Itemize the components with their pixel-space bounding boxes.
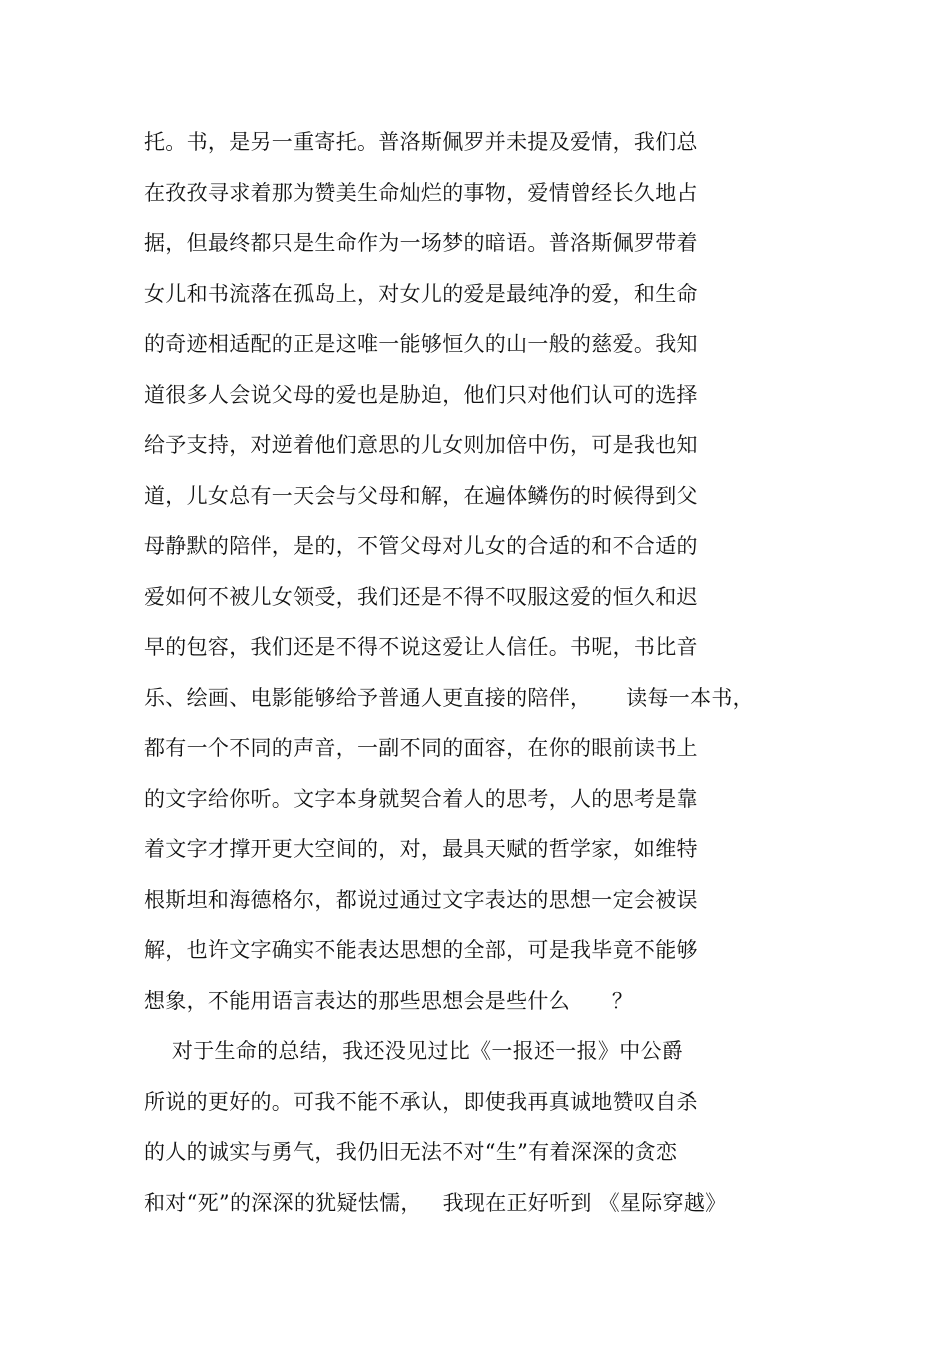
- text-line: 乐、绘画、电影能够给予普通人更直接的陪伴， 读每一本书，: [144, 685, 754, 710]
- text-line: 女儿和书流落在孤岛上，对女儿的爱是最纯净的爱，和生命: [144, 281, 698, 306]
- text-line: 爱如何不被儿女领受，我们还是不得不叹服这爱的恒久和迟: [144, 584, 698, 609]
- text-line: 道，儿女总有一天会与父母和解，在遍体鳞伤的时候得到父: [144, 483, 698, 508]
- text-line: 着文字才撑开更大空间的，对，最具天赋的哲学家，如维特: [144, 837, 698, 861]
- text-line: 给予支持，对逆着他们意思的儿女则加倍中伤，可是我也知: [144, 433, 698, 457]
- text-line: 的奇迹相适配的正是这唯一能够恒久的山一般的慈爱。我知: [144, 332, 698, 356]
- paragraph-start-line: 对于生命的总结，我还没见过比《一报还一报》中公爵: [144, 1039, 684, 1063]
- text-line: 在孜孜寻求着那为赞美生命灿烂的事物，爱情曾经长久地占: [144, 180, 698, 205]
- text-line: 和对“死”的深深的犹疑怯懦， 我现在正好听到 《星际穿越》: [144, 1190, 727, 1215]
- text-line: 托。书，是另一重寄托。普洛斯佩罗并未提及爱情，我们总: [144, 130, 698, 154]
- text-line: 早的包容，我们还是不得不说这爱让人信任。书呢，书比音: [144, 635, 698, 659]
- body-text: [144, 122, 794, 1233]
- text-line: 据，但最终都只是生命作为一场梦的暗语。普洛斯佩罗带着: [144, 231, 698, 255]
- text-line: 想象，不能用语言表达的那些思想会是些什么 ？: [144, 988, 634, 1013]
- text-line: 道很多人会说父母的爱也是胁迫，他们只对他们认可的选择: [144, 382, 698, 407]
- text-line: 都有一个不同的声音，一副不同的面容，在你的眼前读书上: [144, 736, 698, 760]
- text-line: 根斯坦和海德格尔，都说过通过文字表达的思想一定会被误: [144, 887, 698, 912]
- text-line: 的人的诚实与勇气，我仍旧无法不对“生”有着深深的贪恋: [144, 1140, 678, 1164]
- text-line: 解，也许文字确实不能表达思想的全部，可是我毕竟不能够: [144, 938, 698, 962]
- text-line: 的文字给你听。文字本身就契合着人的思考，人的思考是靠: [144, 786, 698, 811]
- text-line: 母静默的陪伴，是的，不管父母对儿女的合适的和不合适的: [144, 534, 698, 558]
- text-line: 所说的更好的。可我不能不承认，即使我再真诚地赞叹自杀: [144, 1089, 698, 1114]
